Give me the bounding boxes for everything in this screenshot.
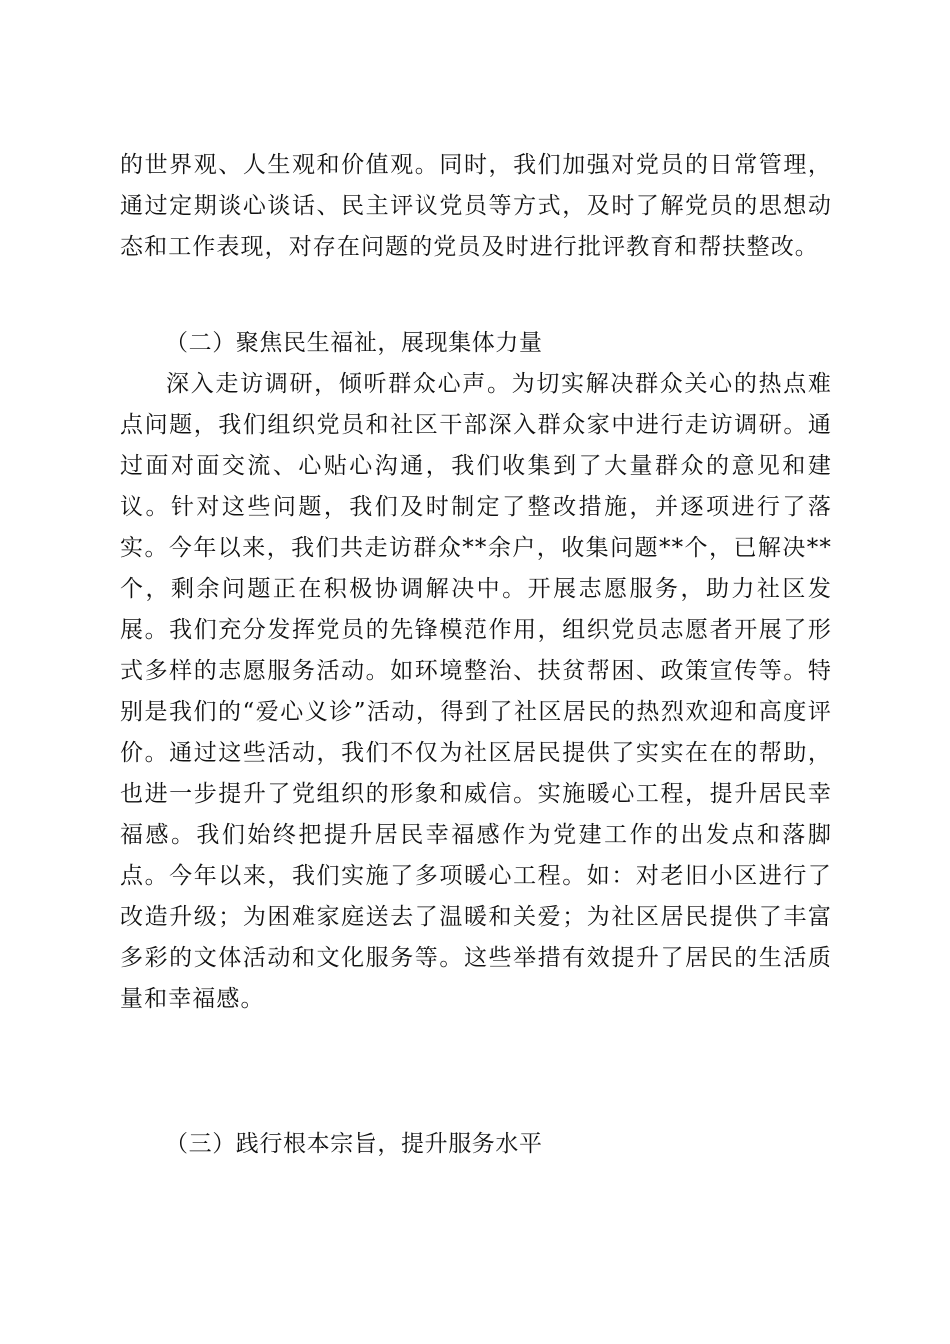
paragraph-continued: 的世界观、人生观和价值观。同时，我们加强对党员的日常管理，通过定期谈心谈话、民主评议党员等方式，及时了解党员的思想动态和工作表现，对存在问题的党员及时进行批评教育和帮扶整改。: [120, 152, 832, 260]
section-heading-2: （二）聚焦民生福祉，展现集体力量: [165, 330, 543, 356]
paragraph-livelihood: 深入走访调研，倾听群众心声。为切实解决群众关心的热点难点问题，我们组织党员和社区干部深入群众家中进行走访调研。通过面对面交流、心贴心沟通，我们收集到了大量群众的意见和建议。针对这些问题，我们及时制定了整改措施，并逐项进行了落实。今年以来，我们共走访群众**余户，收集问题**个，已解决**个，剩余问题正在积极协调解决中。开展志愿服务，助力社区发展。我们充分发挥党员的先锋模范作用，组织党员志愿者开展了形式多样的志愿服务活动。如环境整治、扶贫帮困、政策宣传等。特别是我们的“爱心义诊”活动，得到了社区居民的热烈欢迎和高度评价。通过这些活动，我们不仅为社区居民提供了实实在在的帮助，也进一步提升了党组织的形象和威信。实施暖心工程，提升居民幸福感。我们始终把提升居民幸福感作为党建工作的出发点和落脚点。今年以来，我们实施了多项暖心工程。如：对老旧小区进行了改造升级；为困难家庭送去了温暖和关爱；为社区居民提供了丰富多彩的文体活动和文化服务等。这些举措有效提升了居民的生活质量和幸福感。: [120, 371, 832, 1012]
section-heading-3: （三）践行根本宗旨，提升服务水平: [165, 1131, 543, 1157]
